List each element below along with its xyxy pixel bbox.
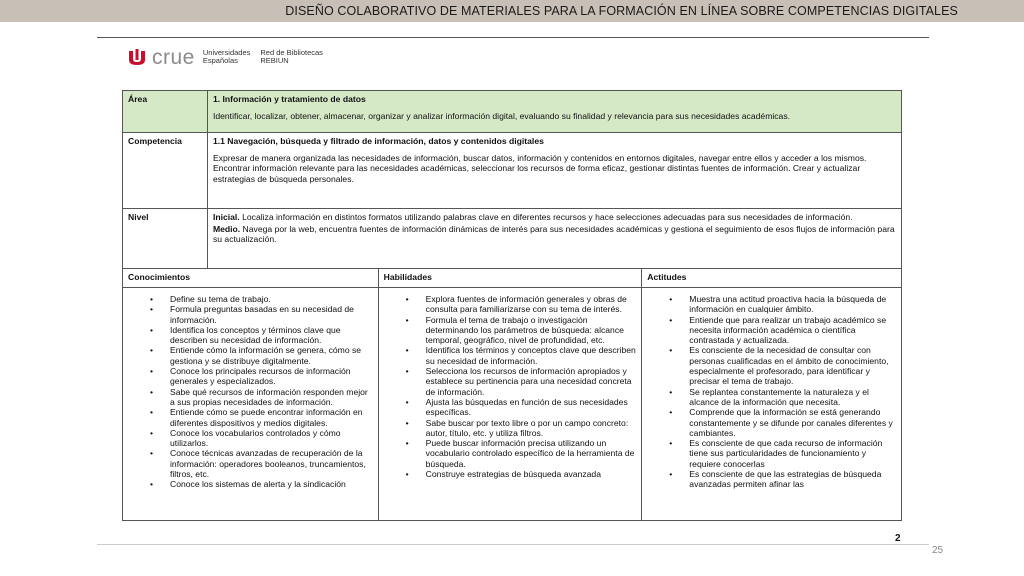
list-item: • Define su tema de trabajo.: [128, 294, 373, 304]
logo-network: Red de Bibliotecas REBIUN: [260, 47, 323, 65]
list-item: • Se replantea constantemente la naturaleza y el alcance de la información que necesita.: [647, 387, 896, 408]
list-item: • Sabe buscar por texto libre o por un campo concreto: autor, título, etc. y utiliza filtros.: [384, 418, 637, 439]
habilidades-list: [384, 294, 637, 479]
list-item: • Muestra una actitud proactiva hacia la búsqueda de información en cualquier ámbito.: [647, 294, 896, 315]
nivel-label: Nivel: [123, 209, 208, 269]
nivel-medio: Medio. Navega por la web, encuentra fuentes de información dinámicas de interés para sus necesidades académicas y gestiona el seguimiento de esos flujos de información para su actualización.: [212, 223, 895, 245]
area-label: Área: [123, 91, 208, 133]
list-item: • Es consciente de que las estrategias de búsqueda avanzadas permiten afinar las: [647, 469, 896, 490]
area-row: [123, 91, 902, 133]
list-item: • Entiende que para realizar un trabajo académico se necesita información académica o científica contrastada y actualizada.: [647, 315, 896, 346]
list-item: • Entiende cómo la información se genera, cómo se gestiona y se distribuye digitalmente.: [128, 345, 373, 366]
nivel-content: [207, 209, 901, 269]
conocimientos-cell: [123, 288, 379, 521]
list-item: • Formula el tema de trabajo o investigación determinando los parámetros de búsqueda: alcance temporal, geográfico, nivel de profundidad, etc.: [384, 315, 637, 346]
area-title: 1. Información y tratamiento de datos: [212, 94, 366, 104]
area-content: [207, 91, 901, 133]
list-item: • Explora fuentes de información generales y obras de consulta para familiarizarse con su tema de interés.: [384, 294, 637, 315]
competencia-row: [123, 133, 902, 209]
logo-subtitle: Universidades Españolas: [202, 47, 251, 65]
logo-wordmark: crue: [152, 45, 195, 69]
columns-header-row: [123, 269, 902, 288]
list-item: • Ajusta las búsquedas en función de sus necesidades específicas.: [384, 397, 637, 418]
list-item: • Formula preguntas basadas en su necesidad de información.: [128, 304, 373, 325]
list-item: • Construye estrategias de búsqueda avanzada: [384, 469, 637, 479]
competencia-label: Competencia: [123, 133, 208, 209]
habilidades-cell: [378, 288, 642, 521]
slide-title: DISEÑO COLABORATIVO DE MATERIALES PARA LA FORMACIÓN EN LÍNEA SOBRE COMPETENCIAS DIGITALES: [285, 4, 958, 18]
nivel-row: [123, 209, 902, 269]
list-item: • Es consciente de la necesidad de consultar con personas cualificadas en el ámbito de conocimiento, especialmente el profesorado, para identificar y precisar el tema de trabajo.: [647, 345, 896, 386]
crue-mark-icon: [128, 49, 146, 66]
list-item: • Selecciona los recursos de información apropiados y establece su pertinencia para una necesidad concreta de información.: [384, 366, 637, 397]
column-header: Actitudes: [642, 269, 902, 288]
area-text: Identificar, localizar, obtener, almacenar, organizar y analizar información digital, evaluando su finalidad y relevancia para sus necesidades académicas.: [212, 110, 791, 121]
list-item: • Identifica los términos y conceptos clave que describen su necesidad de información.: [384, 345, 637, 366]
slide-number: 25: [932, 545, 944, 556]
lists-row: [123, 288, 902, 521]
list-item: • Entiende cómo se puede encontrar información en diferentes dispositivos y medios digitales.: [128, 407, 373, 428]
list-item: • Identifica los conceptos y términos clave que describen su necesidad de información.: [128, 325, 373, 346]
actitudes-cell: [642, 288, 902, 521]
list-item: • Conoce técnicas avanzadas de recuperación de la información: operadores booleanos, truncamientos, filtros, etc.: [128, 448, 373, 479]
column-header: Habilidades: [378, 269, 642, 288]
competencia-text: Expresar de manera organizada las necesidades de información, buscar datos, información y contenidos en entornos digitales, navegar entre ellos y acceder a los mismos. Encontrar información relevante para las necesidades académicas, seleccionar los recursos de forma eficaz, gestionar distintas fuentes de información. Crear y actualizar estrategias de búsqueda personales.: [212, 152, 867, 184]
list-item: • Es consciente de que cada recurso de información tiene sus particularidades de funcionamiento y requiere conocerlas: [647, 438, 896, 469]
competencia-title: 1.1 Navegación, búsqueda y filtrado de información, datos y contenidos digitales: [212, 136, 544, 146]
competence-table: [122, 90, 902, 521]
list-item: • Puede buscar información precisa utilizando un vocabulario controlado específico de la herramienta de búsqueda.: [384, 438, 637, 469]
competencia-content: [207, 133, 901, 209]
actitudes-list: [647, 294, 896, 490]
crue-logo: [128, 46, 323, 68]
list-item: • Conoce los principales recursos de información generales y especializados.: [128, 366, 373, 387]
bottom-divider: [97, 544, 929, 545]
column-header: Conocimientos: [123, 269, 379, 288]
list-item: • Conoce los vocabularios controlados y cómo utilizarlos.: [128, 428, 373, 449]
conocimientos-list: [128, 294, 373, 490]
top-divider: [97, 37, 929, 38]
inner-page-number: 2: [895, 533, 901, 544]
list-item: • Sabe qué recursos de información responden mejor a sus propias necesidades de información.: [128, 387, 373, 408]
list-item: • Comprende que la información se está generando constantemente y se difunde por canales diferentes y cambiantes.: [647, 407, 896, 438]
nivel-inicial: Inicial. Localiza información en distintos formatos utilizando palabras clave en diferentes recursos y hace selecciones adecuadas para sus necesidades de información.: [212, 212, 853, 222]
list-item: • Conoce los sistemas de alerta y la sindicación: [128, 479, 373, 489]
